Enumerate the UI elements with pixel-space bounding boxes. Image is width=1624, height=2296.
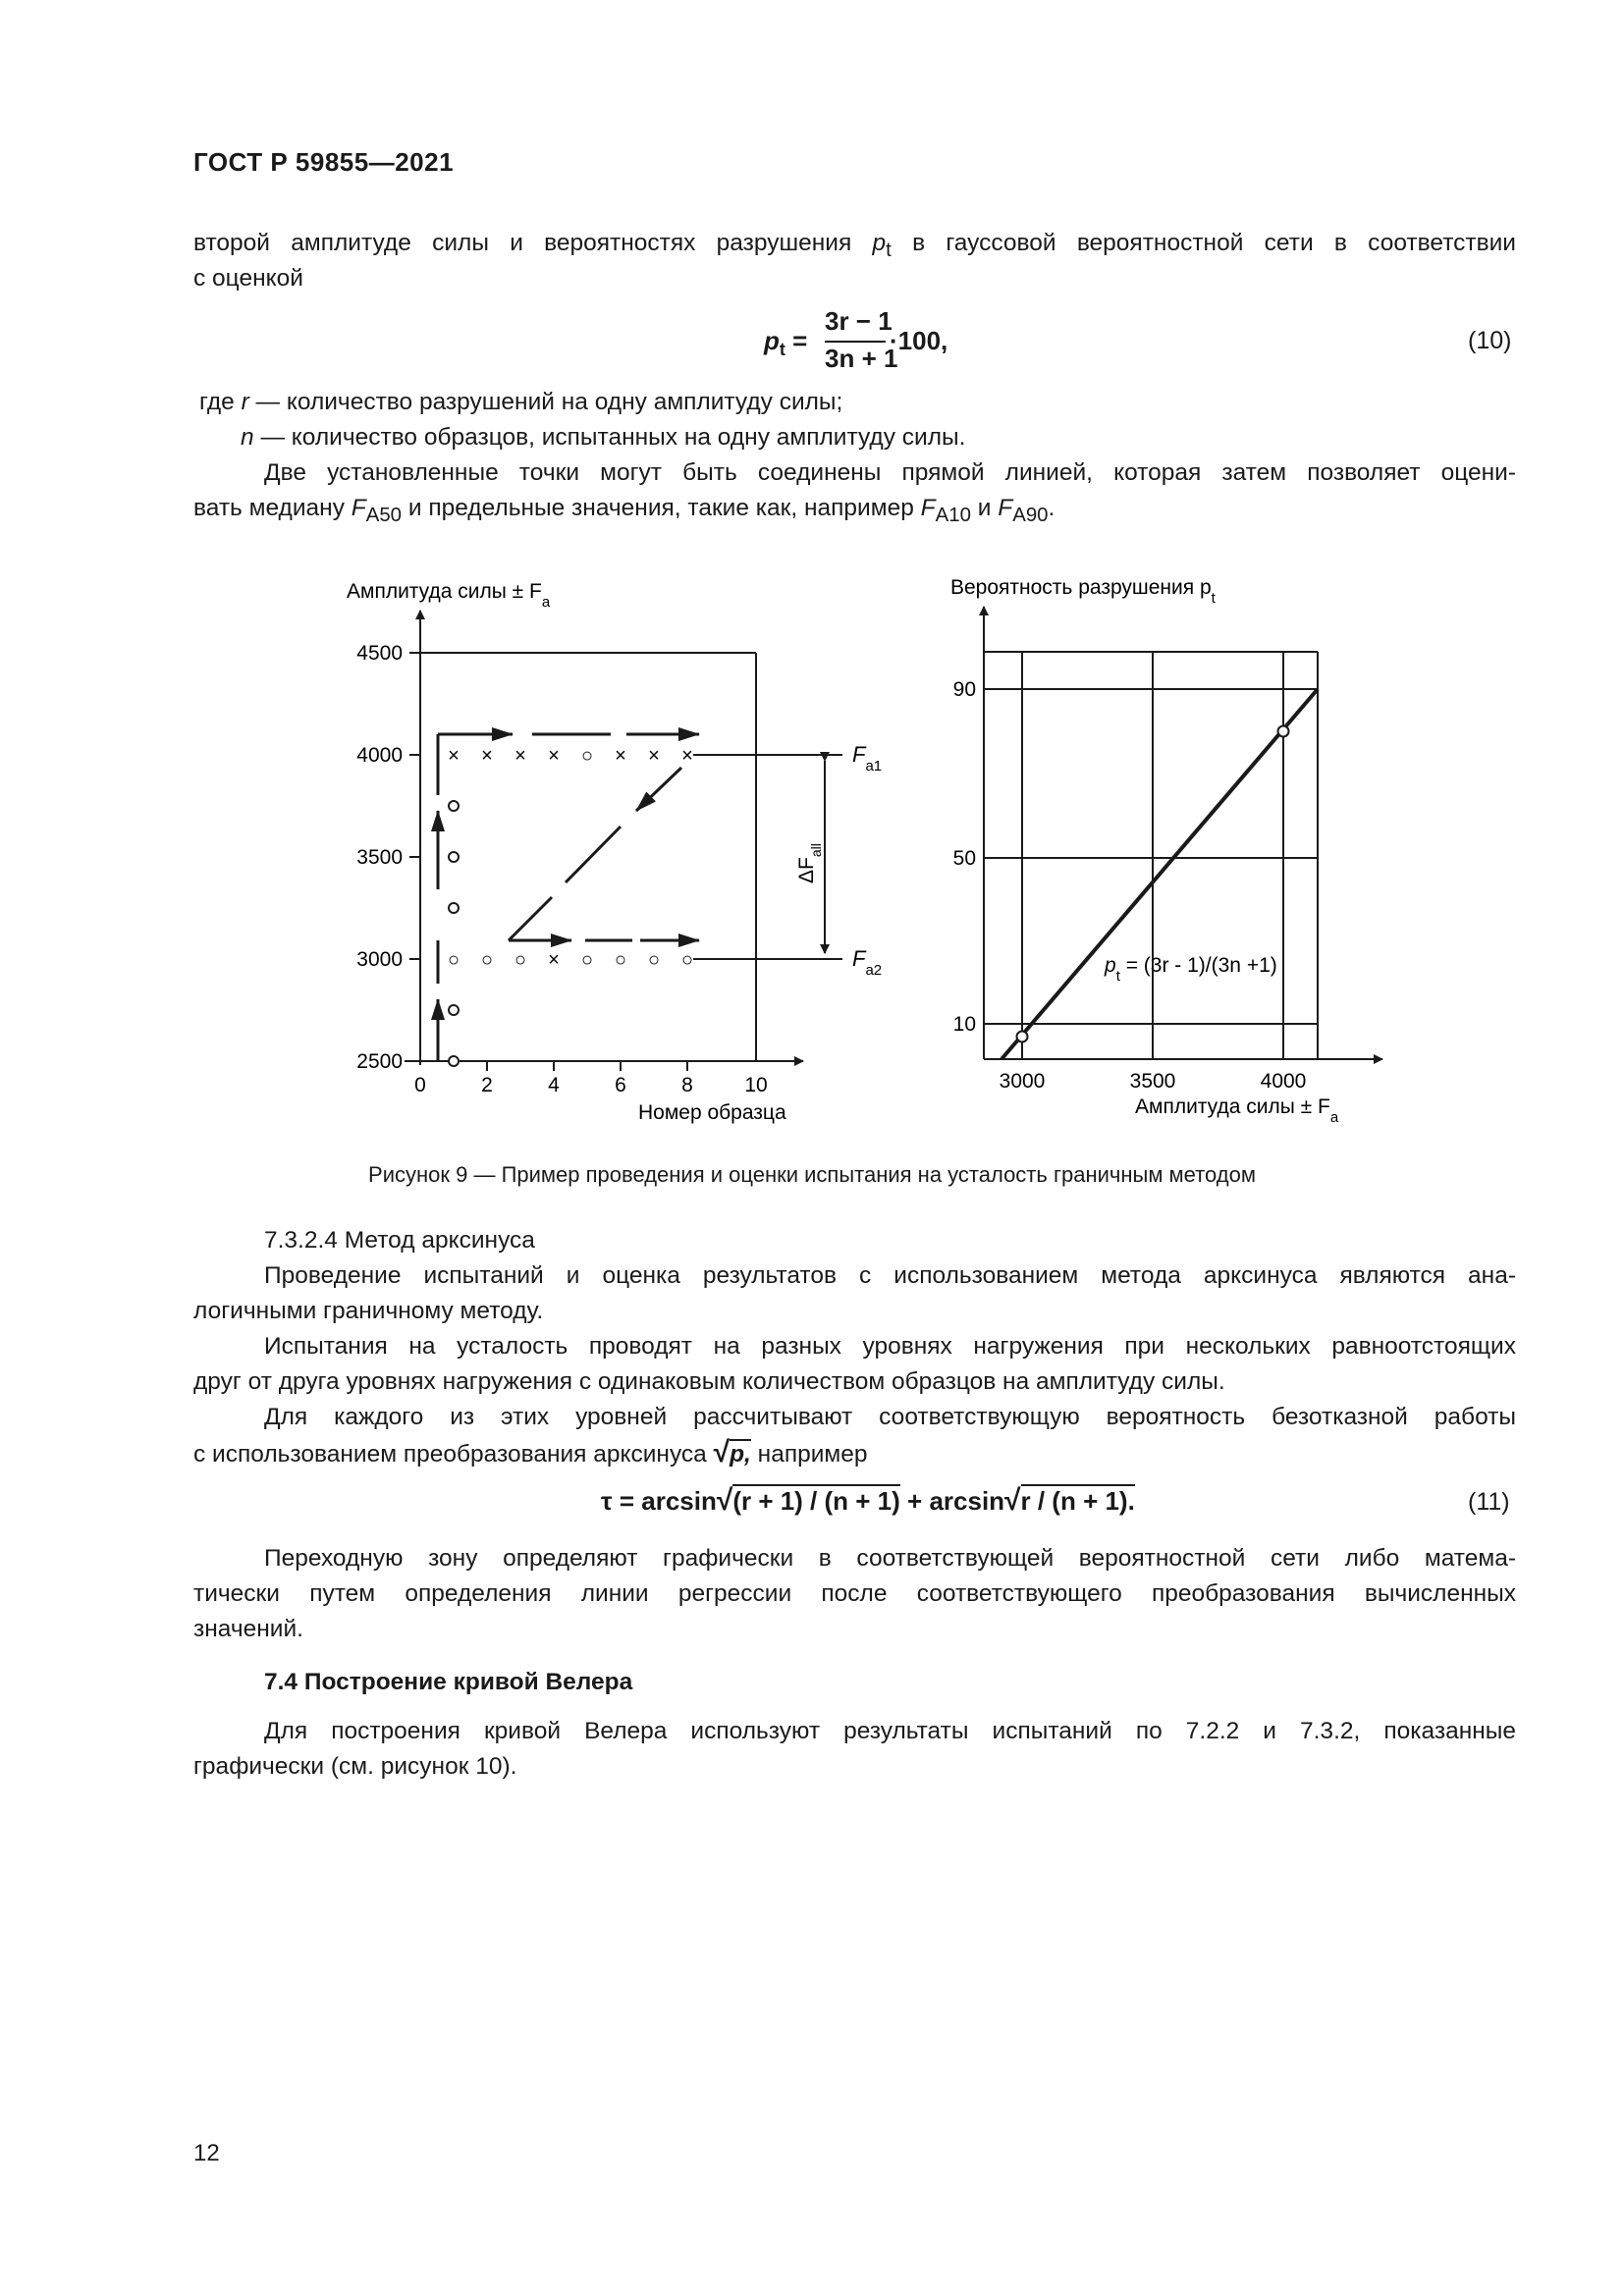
equation-11 xyxy=(601,1484,1135,1518)
svg-text:×: × xyxy=(448,745,460,767)
eq10-numerator: 3r − 1 xyxy=(825,306,893,336)
points-para-line-2 xyxy=(193,491,1516,533)
left-xtick-6: 6 xyxy=(615,1074,626,1096)
left-ytick-3000: 3000 xyxy=(356,948,403,971)
sqrt-symbol-1: √ xyxy=(716,1484,733,1517)
right-xtick-3500: 3500 xyxy=(1129,1070,1176,1093)
left-xtick-8: 8 xyxy=(681,1074,693,1096)
svg-text:○: ○ xyxy=(447,949,460,971)
right-xtick-4000: 4000 xyxy=(1260,1070,1307,1093)
fa90-sub: A90 xyxy=(1012,504,1049,526)
fa10-sub: A10 xyxy=(935,504,971,526)
fa1-label: $F_{a1}$ xyxy=(852,742,883,774)
right-grid xyxy=(984,652,1318,1059)
eq10-lhs-var: p xyxy=(764,326,780,355)
s7324-p3-l2 xyxy=(193,1435,1516,1472)
intro-text-b: в гауссовой вероятностной сети в соответствии xyxy=(891,230,1516,256)
points-text-c: и xyxy=(970,495,999,521)
s7324-p2-l1: Испытания на усталость проводят на разных уровнях нагружения при нескольких равноотстоящих xyxy=(264,1333,1516,1360)
points-text-a: вать медиану xyxy=(193,495,352,521)
page-number: 12 xyxy=(193,2140,220,2166)
left-xtick-4: 4 xyxy=(548,1074,560,1096)
sqrt-symbol-2: √ xyxy=(1004,1484,1021,1517)
svg-text:×: × xyxy=(648,745,660,767)
svg-text:○: ○ xyxy=(647,949,661,971)
points-para-line-1: Две установленные точки могут быть соединены прямой линией, которая затем позволяет оцени- xyxy=(264,459,1516,486)
eq10-rest: ·100, xyxy=(890,326,948,355)
s7324-p3-text-a: с использованием преобразования арксинуса xyxy=(193,1441,714,1468)
intro-sub: t xyxy=(886,239,892,261)
section-7324-title: 7.3.2.4 Метод арксинуса xyxy=(264,1227,535,1254)
svg-text:○: ○ xyxy=(580,745,594,767)
right-ytick-10: 10 xyxy=(952,1013,976,1036)
sqrt-p: p, xyxy=(730,1441,751,1468)
where-r-lead: где xyxy=(199,389,242,415)
left-ytick-2500: 2500 xyxy=(356,1050,403,1073)
f-symbol: F xyxy=(351,495,366,521)
s7324-p1-l1: Проведение испытаний и оценка результатов с использованием метода арксинуса являются ана- xyxy=(264,1262,1516,1289)
intro-var: p xyxy=(872,230,887,256)
delta-f-label: $\Delta F_{all}$ xyxy=(795,843,824,883)
svg-text:×: × xyxy=(481,745,493,767)
left-xtick-10: 10 xyxy=(744,1074,768,1096)
where-r xyxy=(199,385,1522,420)
where-r-var: r xyxy=(241,389,249,415)
svg-text:×: × xyxy=(548,949,560,971)
left-xtick-0: 0 xyxy=(414,1074,426,1096)
intro-text-a: второй амплитуде силы и вероятностях разрушения xyxy=(193,230,873,256)
figure-9 xyxy=(0,550,1624,1139)
s7324-p3-l1: Для каждого из этих уровней рассчитывают соответствующую вероятность безотказной работы xyxy=(264,1404,1516,1430)
eq11-radicand-1: (r + 1) / (n + 1) xyxy=(732,1486,900,1516)
point-4000 xyxy=(1278,726,1289,737)
svg-text:○: ○ xyxy=(480,949,494,971)
svg-text:×: × xyxy=(615,745,626,767)
transition-l3: значений. xyxy=(193,1616,303,1642)
s74-l1: Для построения кривой Велера используют результаты испытаний по 7.2.2 и 7.3.2, показанные xyxy=(264,1718,1516,1744)
fa2-label: $F_{a2}$ xyxy=(852,946,883,979)
figure-caption: Рисунок 9 — Пример проведения и оценки испытания на усталость граничным методом xyxy=(368,1162,1256,1187)
svg-text:○: ○ xyxy=(580,949,594,971)
fa50-sub: A50 xyxy=(365,504,403,526)
left-x-axis-label: Номер образца xyxy=(638,1101,786,1124)
svg-text:×: × xyxy=(514,745,526,767)
s7324-p2-l2: друг от друга уровнях нагружения с одинаковым количеством образцов на амплитуду силы. xyxy=(193,1368,1225,1395)
where-r-text: — количество разрушений на одну амплитуду силы; xyxy=(248,389,843,415)
left-ytick-4500: 4500 xyxy=(356,642,403,665)
section-74-title: 7.4 Построение кривой Велера xyxy=(264,1669,633,1695)
right-chart xyxy=(950,576,1382,1126)
svg-text:○: ○ xyxy=(680,949,694,971)
s7324-p3-text-b: например xyxy=(750,1441,868,1468)
intro-line-2: с оценкой xyxy=(193,265,303,292)
point-3000 xyxy=(1017,1032,1028,1042)
left-xtick-2: 2 xyxy=(481,1074,493,1096)
f-symbol: F xyxy=(998,495,1013,521)
svg-text:○: ○ xyxy=(514,949,527,971)
f-symbol: F xyxy=(920,495,936,521)
equation-10-number: (10) xyxy=(1468,327,1512,354)
right-y-axis-label: Вероятность разрушения $p_t$ xyxy=(950,576,1216,607)
points-text-b: и предельные значения, такие как, например xyxy=(402,495,921,521)
s7324-p1-l2: логичными граничному методу. xyxy=(193,1298,544,1324)
eq11-radicand-2: r / (n + 1). xyxy=(1020,1486,1135,1516)
left-y-axis-label: Амплитуда силы ± $F_a$ xyxy=(347,580,551,611)
row-3000-markers xyxy=(448,949,693,971)
where-n-text: — количество образцов, испытанных на одну амплитуду силы. xyxy=(253,424,966,451)
right-ytick-90: 90 xyxy=(952,678,976,701)
document-header: ГОСТ Р 59855—2021 xyxy=(193,147,455,177)
right-ytick-50: 50 xyxy=(952,847,976,870)
left-ytick-3500: 3500 xyxy=(356,846,403,869)
svg-text:×: × xyxy=(681,745,693,767)
eq10-fraction-bar xyxy=(825,341,886,343)
left-chart xyxy=(347,580,882,1124)
where-n xyxy=(241,420,1563,455)
svg-text:○: ○ xyxy=(614,949,627,971)
regression-line xyxy=(1001,689,1318,1059)
s74-l2: графически (см. рисунок 10). xyxy=(193,1753,517,1780)
svg-text:×: × xyxy=(548,745,560,767)
regression-formula: $p_t = (3r - 1)/(3n +1)$ xyxy=(1105,954,1277,985)
where-n-var: n xyxy=(241,424,254,451)
eq10-lhs-sub: t xyxy=(779,340,785,360)
left-ytick-4000: 4000 xyxy=(356,744,403,767)
right-x-axis-label: Амплитуда силы ± $F_a$ xyxy=(1135,1095,1339,1126)
equation-11-number: (11) xyxy=(1468,1488,1510,1516)
eq10-denominator: 3n + 1 xyxy=(825,344,898,373)
sqrt-symbol: √ xyxy=(713,1436,731,1468)
eq11-mid: + arcsin xyxy=(899,1486,1005,1516)
row-4000-markers xyxy=(448,745,693,767)
eq11-lhs: τ = arcsin xyxy=(601,1486,717,1516)
transition-l2: тически путем определения линии регрессии после соответствующего преобразования вычисленных xyxy=(193,1580,1516,1607)
right-xtick-3000: 3000 xyxy=(999,1070,1046,1093)
transition-l1: Переходную зону определяют графически в соответствующей вероятностной сети либо матема- xyxy=(264,1545,1516,1572)
points-text-d: . xyxy=(1048,495,1056,521)
